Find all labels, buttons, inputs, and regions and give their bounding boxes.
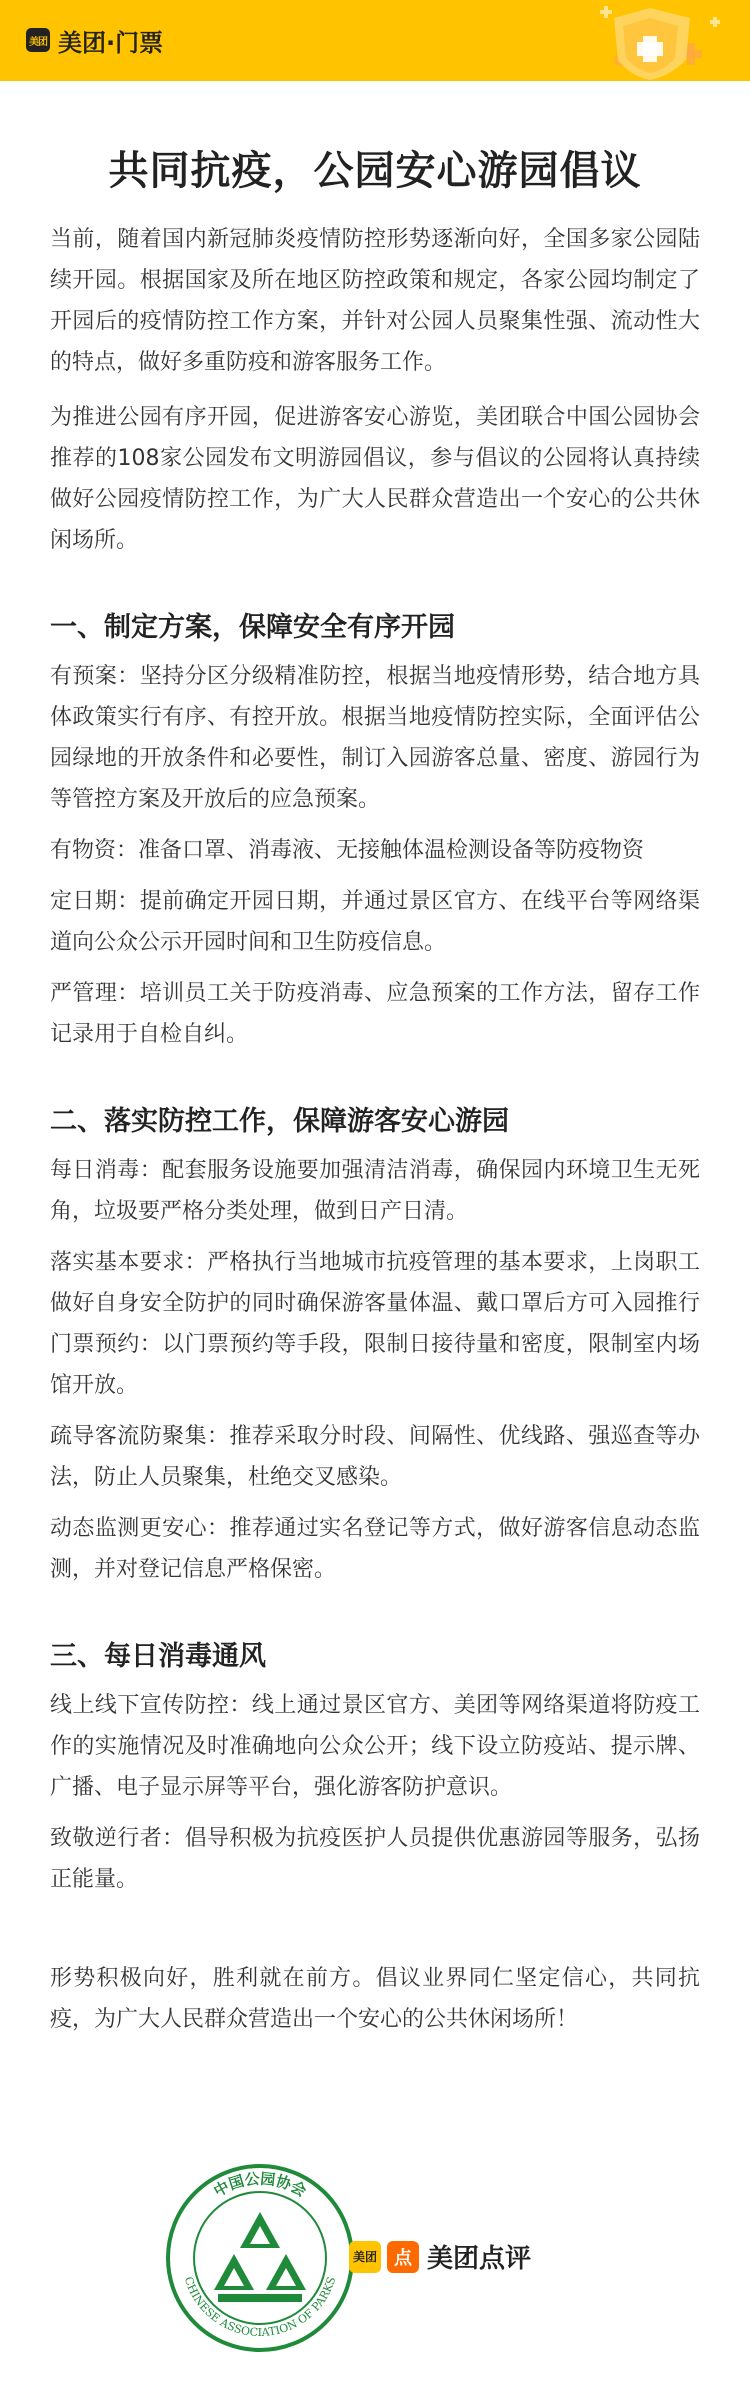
brand-title: 美团·门票	[58, 28, 164, 57]
meituan-dianping-logo[interactable]	[349, 2238, 531, 2275]
closing-paragraph: 形势积极向好，胜利就在前方。倡议业界同仁坚定信心，共同抗疫，为广大人民群众营造出一个安心的公共休闲场所！	[50, 1966, 700, 2032]
top-banner	[0, 0, 750, 81]
section-2-item-requirements: 落实基本要求：严格执行当地城市抗疫管理的基本要求，上岗职工做好自身安全防护的同时确保游客量体温、戴口罩后方可入园推行门票预约：以门票预约等手段，限制日接待量和密度，限制室内场馆开放。	[50, 1250, 700, 1398]
seal-chinese-text: 中国公园协会	[210, 2169, 310, 2201]
intro-paragraph-1: 当前，随着国内新冠肺炎疫情防控形势逐渐向好，全国多家公园陆续开园。根据国家及所在地区防控政策和规定，各家公园均制定了开园后的疫情防控工作方案，并针对公园人员聚集性强、流动性大的特点，做好多重防疫和游客服务工作。	[50, 227, 700, 375]
shield-cross-decoration-icon	[500, 0, 730, 81]
section-2-item-monitor: 动态监测更安心：推荐通过实名登记等方式，做好游客信息动态监测，并对登记信息严格保密。	[50, 1516, 700, 1582]
meituan-square-icon: 美团	[349, 2241, 381, 2273]
seal-english-text: CHINESE ASSOCIATION OF PARKS	[181, 2275, 339, 2340]
section-heading-2: 二、落实防控工作，保障游客安心游园	[50, 1106, 509, 1137]
section-3-item-publicity: 线上线下宣传防控：线上通过景区官方、美团等网络渠道将防疫工作的实施情况及时准确地向公众公开；线下设立防疫站、提示牌、广播、电子显示屏等平台，强化游客防护意识。	[50, 1693, 700, 1800]
section-1-item-supplies: 有物资：准备口罩、消毒液、无接触体温检测设备等防疫物资	[50, 838, 645, 863]
section-1-item-plan: 有预案：坚持分区分级精准防控，根据当地疫情形势，结合地方具体政策实行有序、有控开放。根据当地疫情防控实际，全面评估公园绿地的开放条件和必要性，制订入园游客总量、密度、游园行为等管控方案及开放后的应急预案。	[50, 664, 700, 812]
meituan-dianping-text: 美团点评	[427, 2244, 532, 2274]
section-1-item-date: 定日期：提前确定开园日期，并通过景区官方、在线平台等网络渠道向公众公示开园时间和卫生防疫信息。	[50, 889, 700, 955]
section-heading-3: 三、每日消毒通风	[50, 1641, 266, 1672]
section-1-item-management: 严管理：培训员工关于防疫消毒、应急预案的工作方法，留存工作记录用于自检自纠。	[50, 981, 700, 1047]
section-2-item-crowd: 疏导客流防聚集：推荐采取分时段、间隔性、优线路、强巡查等办法，防止人员聚集，杜绝交叉感染。	[50, 1424, 700, 1490]
meituan-logo-icon: 美团	[26, 28, 50, 52]
footer-logos	[0, 2162, 750, 2362]
article-content	[50, 219, 700, 2040]
section-heading-1: 一、制定方案，保障安全有序开园	[50, 612, 455, 643]
chinese-association-of-parks-seal-icon	[164, 2162, 356, 2354]
article-title: 共同抗疫，公园安心游园倡议	[108, 148, 642, 194]
section-2-item-disinfect: 每日消毒：配套服务设施要加强清洁消毒，确保园内环境卫生无死角，垃圾要严格分类处理，做到日产日清。	[50, 1158, 700, 1224]
meituan-ticket-brand[interactable]	[26, 20, 163, 60]
section-3-item-tribute: 致敬逆行者：倡导积极为抗疫医护人员提供优惠游园等服务，弘扬正能量。	[50, 1826, 700, 1892]
intro-paragraph-2: 为推进公园有序开园，促进游客安心游览，美团联合中国公园协会推荐的108家公园发布文明游园倡议，参与倡议的公园将认真持续做好公园疫情防控工作，为广大人民群众营造出一个安心的公共休闲场所。	[50, 405, 700, 553]
dianping-square-icon: 点	[387, 2241, 419, 2273]
